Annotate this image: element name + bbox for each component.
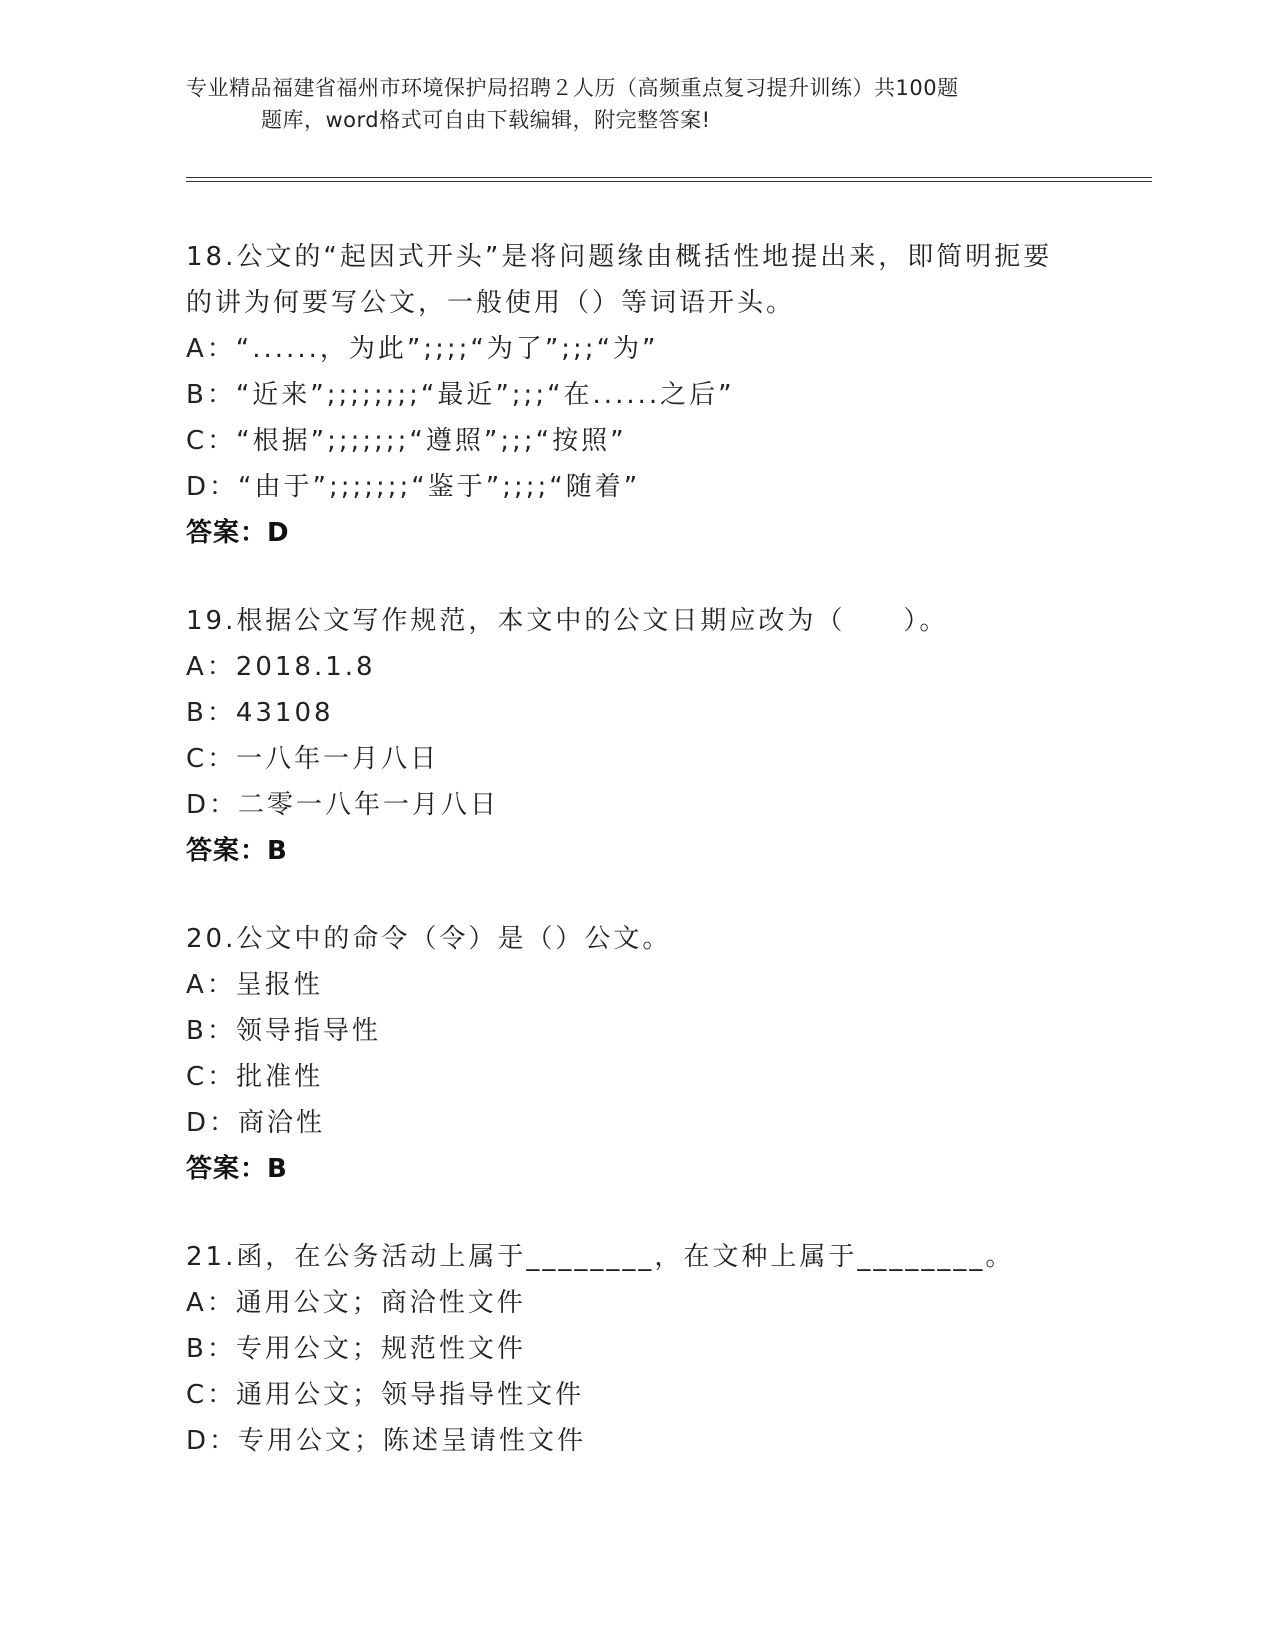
- question-text: 19.根据公文写作规范，本文中的公文日期应改为（ ）。: [186, 606, 949, 636]
- question-text: 的讲为何要写公文，一般使用（）等词语开头。: [186, 288, 796, 318]
- question-18: [186, 234, 1106, 556]
- option-c: C：通用公文；领导指导性文件: [186, 1380, 585, 1410]
- option-b: B：专用公文；规范性文件: [186, 1334, 526, 1364]
- header-rule-bottom: [186, 181, 1152, 182]
- option-b: B：领导指导性: [186, 1016, 381, 1046]
- option-d: D：商洽性: [186, 1108, 326, 1138]
- option-d: D：二零一八年一月八日: [186, 790, 500, 820]
- header-line-2: 题库，word格式可自由下载编辑，附完整答案!: [261, 108, 711, 132]
- question-list: [186, 234, 1106, 1506]
- option-a: A：“......，为此”;;;;“为了”;;;“为”: [186, 334, 659, 364]
- option-a: A：呈报性: [186, 970, 323, 1000]
- question-20: [186, 916, 1106, 1192]
- answer: 答案：B: [186, 836, 288, 866]
- header-line-1: 专业精品福建省福州市环境保护局招聘２人历（高频重点复习提升训练）共100题: [186, 76, 959, 100]
- option-c: C：“根据”;;;;;;;“遵照”;;;“按照”: [186, 426, 627, 456]
- option-a: A：通用公文；商洽性文件: [186, 1288, 526, 1318]
- answer: 答案：B: [186, 1154, 288, 1184]
- option-c: C：批准性: [186, 1062, 324, 1092]
- option-a: A：2018.1.8: [186, 652, 376, 682]
- option-b: B：“近来”;;;;;;;;“最近”;;;“在......之后”: [186, 380, 735, 410]
- question-text: 20.公文中的命令（令）是（）公文。: [186, 924, 672, 954]
- question-19: [186, 598, 1106, 874]
- answer: 答案：D: [186, 518, 290, 548]
- header-rule-top: [186, 177, 1152, 178]
- question-text: 18.公文的“起因式开头”是将问题缘由概括性地提出来，即简明扼要: [186, 242, 1053, 272]
- question-21: [186, 1234, 1106, 1464]
- question-text: 21.函，在公务活动上属于________，在文种上属于________。: [186, 1242, 1015, 1272]
- option-d: D：专用公文；陈述呈请性文件: [186, 1426, 587, 1456]
- option-d: D：“由于”;;;;;;;“鉴于”;;;;“随着”: [186, 472, 641, 502]
- document-header: [186, 72, 1086, 136]
- option-c: C：一八年一月八日: [186, 744, 440, 774]
- option-b: B：43108: [186, 698, 334, 728]
